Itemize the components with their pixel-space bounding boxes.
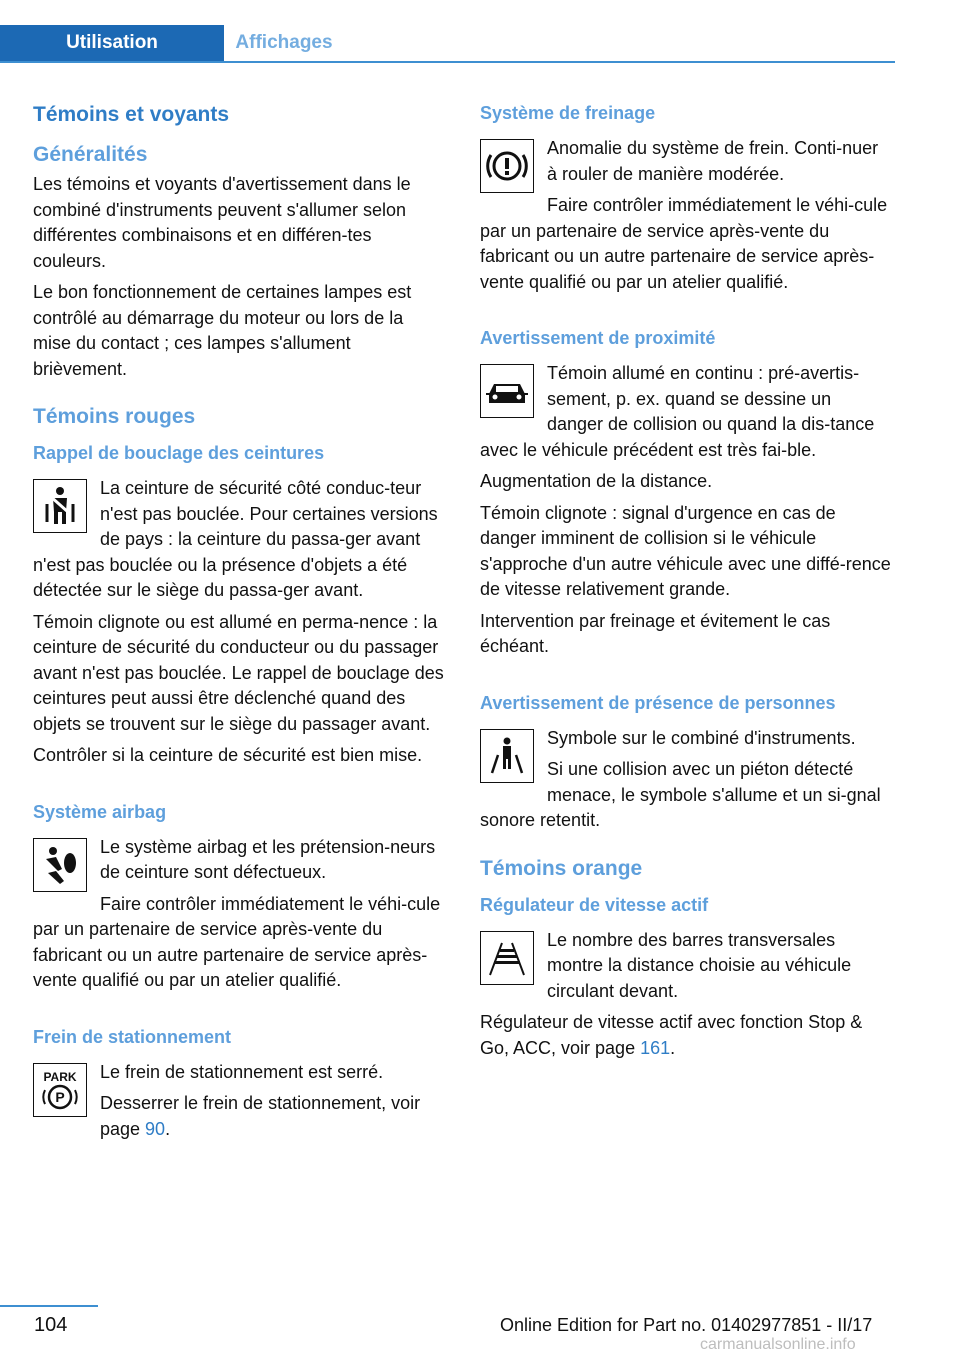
page-link-90[interactable]: 90 bbox=[145, 1118, 166, 1139]
proximite-paragraph-3: Témoin clignote : signal d'urgence en cas de danger imminent de collision si le véhicule s'approche d'un autre véhicule avec une diffé‐rence de vitesse relativement grande. bbox=[480, 502, 891, 599]
section-title-rouges: Témoins rouges bbox=[33, 405, 196, 428]
generalites-paragraph-1: Les témoins et voyants d'avertissement dans le combiné d'instruments peuvent s'allumer selon différentes combinaisons et en différen‐tes couleurs. bbox=[33, 174, 411, 271]
subsection-title-personnes: Avertissement de présence de personnes bbox=[480, 692, 836, 713]
header-tabs bbox=[0, 25, 895, 63]
frein-stationnement-text: Desserrer le frein de stationnement, voir page bbox=[100, 1093, 421, 1139]
frein-stationnement-paragraph-2 bbox=[33, 1088, 445, 1142]
subsection-title-frein-stationnement: Frein de stationnement bbox=[33, 1026, 232, 1047]
edition-footer: Online Edition for Part no. 01402977851 - II/17 bbox=[500, 1315, 873, 1335]
right-column bbox=[480, 100, 892, 1067]
proximite-paragraph-4: Intervention par freinage et évitement le cas échéant. bbox=[480, 610, 831, 656]
subsection-title-proximite: Avertissement de proximité bbox=[480, 328, 716, 348]
page-link-161[interactable]: 161 bbox=[640, 1037, 671, 1058]
freinage-paragraph-2: Faire contrôler immédiatement le véhi‐cule par un partenaire de service après-vente du fabricant ou un autre partenaire de service après-vente qualifié ou par un atelier qualifié. bbox=[480, 195, 888, 292]
section-title-generalites: Généralités bbox=[33, 143, 148, 166]
subsection-title-regulateur: Régulateur de vitesse actif bbox=[480, 894, 709, 915]
regulateur-paragraph-2 bbox=[480, 1010, 892, 1061]
left-column bbox=[33, 100, 445, 1148]
tab-affichages[interactable]: Affichages bbox=[235, 32, 333, 53]
subsection-title-airbag: Système airbag bbox=[33, 801, 167, 822]
tab-utilisation[interactable]: Utilisation bbox=[0, 25, 224, 61]
page-number: 104 bbox=[34, 1314, 68, 1336]
park-label: PARK bbox=[43, 1069, 77, 1084]
ceinture-paragraph-1: La ceinture de sécurité côté conduc‐teur n'est pas bouclée. Pour certaines versions de pays : la ceinture du passa‐ger avant n'est pas bouclée ou la présence d'objets a été détectée sur le siège du passa‐ger avant. bbox=[33, 478, 438, 600]
generalites-paragraph-2: Le bon fonctionnement de certaines lampes est contrôlé au démarrage du moteur ou lors de la mise du contact ; ces lampes s'allument brièvement. bbox=[33, 282, 412, 379]
park-brake-icon bbox=[33, 1063, 87, 1117]
seatbelt-icon bbox=[33, 479, 87, 533]
pedestrian-warning-icon bbox=[480, 729, 534, 783]
airbag-paragraph-2: Faire contrôler immédiatement le véhi‐cule par un partenaire de service après-vente du fabricant ou un autre partenaire de service après-vente qualifié ou par un atelier qualifié. bbox=[33, 893, 441, 990]
frein-stationnement-paragraph-1: Le frein de stationnement est serré. bbox=[100, 1061, 384, 1082]
watermark: carmanualsonline.info bbox=[700, 1336, 856, 1353]
personnes-paragraph-1: Symbole sur le combiné d'instruments. bbox=[547, 727, 856, 748]
freinage-paragraph-1: Anomalie du système de frein. Conti‐nuer à rouler de manière modérée. bbox=[547, 138, 879, 184]
brake-warning-icon bbox=[480, 139, 534, 193]
section-title-temoins: Témoins et voyants bbox=[33, 103, 230, 126]
park-symbol: P bbox=[55, 1088, 65, 1105]
regulateur-text: Régulateur de vitesse actif avec fonction Stop & Go, ACC, voir page bbox=[480, 1012, 863, 1058]
cruise-distance-icon bbox=[480, 931, 534, 985]
regulateur-end: . bbox=[670, 1037, 676, 1058]
subsection-title-ceinture: Rappel de bouclage des ceintures bbox=[33, 443, 325, 463]
personnes-paragraph-2: Si une collision avec un piéton détecté menace, le symbole s'allume et un si‐gnal sonore retentit. bbox=[480, 759, 881, 830]
car-proximity-icon bbox=[480, 364, 534, 418]
frein-stationnement-end: . bbox=[165, 1118, 171, 1139]
subsection-title-freinage: Système de freinage bbox=[480, 103, 656, 123]
airbag-icon bbox=[33, 838, 87, 892]
section-title-orange: Témoins orange bbox=[480, 856, 643, 880]
ceinture-paragraph-3: Contrôler si la ceinture de sécurité est bien mise. bbox=[33, 745, 423, 765]
regulateur-paragraph-1: Le nombre des barres transversales montre la distance choisie au véhicule circulant devant. bbox=[547, 929, 852, 1001]
proximite-paragraph-2: Augmentation de la distance. bbox=[480, 471, 713, 491]
proximite-paragraph-1: Témoin allumé en continu : pré-avertis‐sement, p. ex. quand se dessine un danger de collision ou quand la dis‐tance avec le véhicule précédent est très fai‐ble. bbox=[480, 363, 875, 460]
airbag-paragraph-1: Le système airbag et les prétension‐neurs de ceinture sont défectueux. bbox=[100, 836, 436, 882]
page-number-rule bbox=[0, 1305, 98, 1307]
ceinture-paragraph-2: Témoin clignote ou est allumé en perma‐nence : la ceinture de sécurité du conducteur ou du passager avant n'est pas bouclée. Le rappel de bouclage des ceintures peut aussi être déclenché quand des objets se trouvent sur le siège du passager avant. bbox=[33, 611, 444, 734]
